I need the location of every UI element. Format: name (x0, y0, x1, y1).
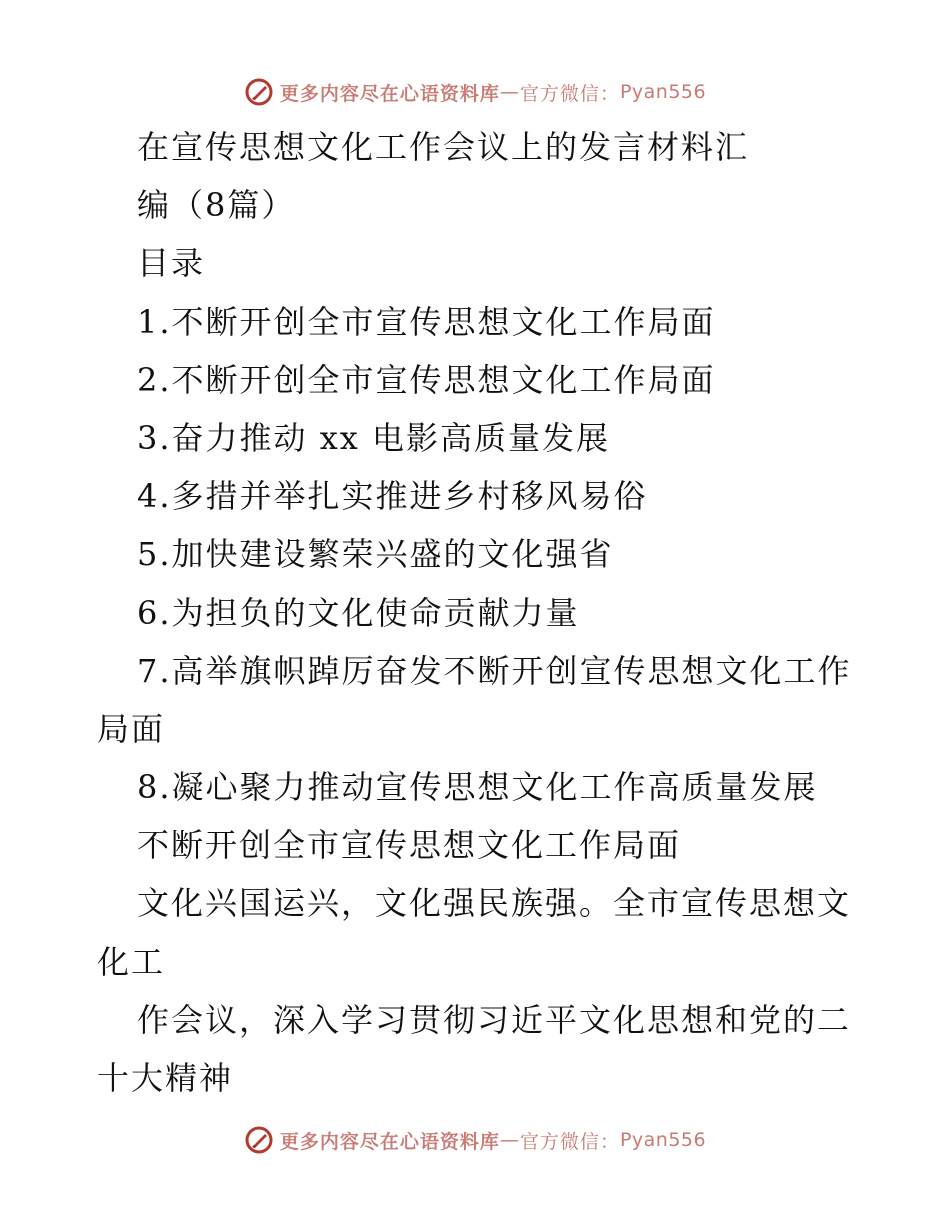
body-line-2: 化工 (97, 942, 166, 981)
toc-heading: 目录 (137, 244, 206, 283)
document-title-line-1: 在宣传思想文化工作会议上的发言材料汇 (137, 128, 750, 166)
banner-separator: — (499, 1129, 520, 1151)
toc-item-1: 1.不断开创全市宣传思想文化工作局面 (137, 302, 716, 341)
quill-circle-logo-icon (244, 77, 274, 107)
banner-slogan: 更多内容尽在心语资料库 (279, 1130, 500, 1153)
header-banner (0, 72, 950, 112)
body-line-4: 十大精神 (97, 1059, 234, 1097)
body-line-1: 文化兴国运兴，文化强民族强。全市宣传思想文 (137, 884, 852, 923)
quill-circle-logo-icon (244, 1125, 274, 1155)
banner-wechat-label: 官方微信： (519, 82, 620, 105)
footer-banner (0, 1120, 950, 1160)
section-title: 不断开创全市宣传思想文化工作局面 (137, 826, 682, 865)
toc-item-5: 5.加快建设繁荣兴盛的文化强省 (137, 535, 614, 574)
banner-wechat-label: 官方微信： (519, 1130, 620, 1153)
banner-account: Pyan556 (619, 1129, 707, 1151)
banner-separator: — (499, 81, 520, 103)
banner-account: Pyan556 (619, 81, 707, 103)
document-title-line-2: 编（8篇） (137, 186, 296, 225)
toc-item-4: 4.多措并举扎实推进乡村移风易俗 (137, 477, 648, 516)
banner-slogan: 更多内容尽在心语资料库 (279, 82, 500, 105)
toc-item-8: 8.凝心聚力推动宣传思想文化工作高质量发展 (137, 768, 818, 807)
toc-item-2: 2.不断开创全市宣传思想文化工作局面 (137, 360, 716, 399)
toc-item-3: 3.奋力推动 xx 电影高质量发展 (137, 418, 610, 457)
toc-item-6: 6.为担负的文化使命贡献力量 (137, 593, 580, 632)
body-line-3: 作会议，深入学习贯彻习近平文化思想和党的二 (137, 1000, 852, 1039)
toc-item-7: 7.高举旗帜踔厉奋发不断开创宣传思想文化工作 (137, 651, 852, 690)
toc-item-7-continued: 局面 (97, 709, 166, 748)
document-body (97, 118, 857, 1107)
